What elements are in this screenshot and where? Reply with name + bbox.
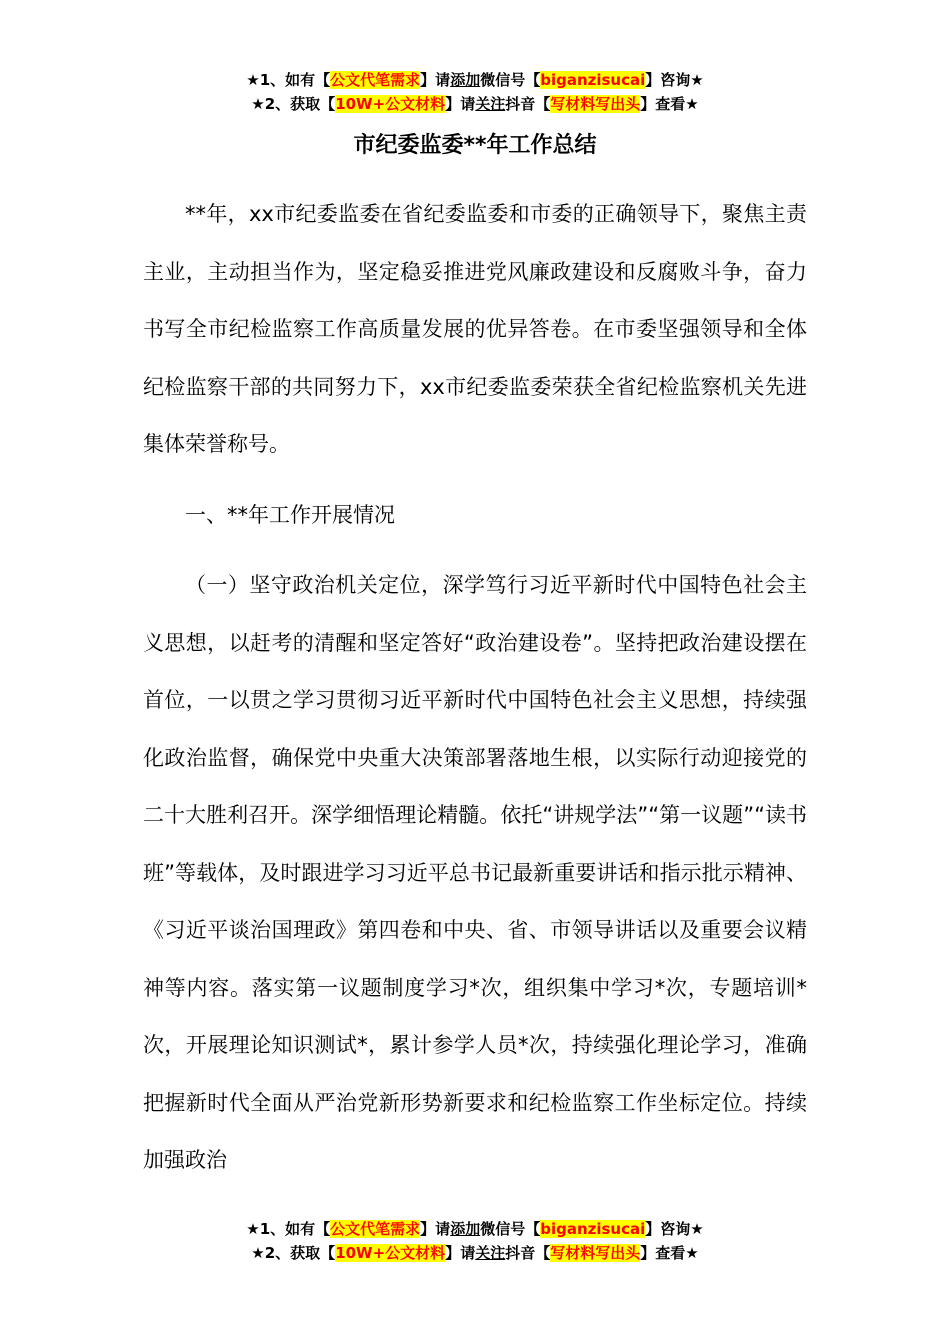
banner-text: 】请	[445, 95, 476, 113]
banner-douyin-id: 写材料写出头	[550, 1244, 641, 1262]
banner-highlight: 公文代笔需求	[330, 71, 421, 89]
banner-text: 抖音【	[505, 1244, 551, 1262]
banner-text: 】请	[445, 1244, 476, 1262]
paragraph-section-1: （一）坚守政治机关定位，深学笃行习近平新时代中国特色社会主义思想，以赶考的清醒和坚定答好“政治建设卷”。坚持把政治建设摆在首位，一以贯之学习贯彻习近平新时代中国特色社会主义思想，持续强化政治监督，确保党中央重大决策部署落地生根，以实际行动迎接党的二十大胜利召开。深学细悟理论精髓。依托“讲规学法”“第一议题”“读书班”等载体，及时跟进学习习近平总书记最新重要讲话和指示批示精神、《习近平谈治国理政》第四卷和中央、省、市领导讲话以及重要会议精神等内容。落实第一议题制度学习*次，组织集中学习*次，专题培训*次，开展理论知识测试*，累计参学人员*次，持续强化理论学习，准确把握新时代全面从严治党新形势新要求和纪检监察工作坐标定位。持续加强政治	[143, 573, 807, 1172]
banner-text: ★1、如有【	[246, 1220, 331, 1238]
section-heading: 一、**年工作开展情况	[185, 502, 395, 527]
banner-underlined: 添加	[450, 1220, 481, 1238]
document-body	[143, 186, 807, 1190]
banner-underlined: 添加	[450, 71, 481, 89]
banner-line-1	[0, 68, 950, 92]
banner-text: ★2、获取【	[251, 95, 336, 113]
header-banner	[0, 68, 950, 116]
banner-text: 】咨询★	[645, 71, 704, 89]
footer-banner	[0, 1217, 950, 1265]
banner-line-2	[0, 92, 950, 116]
banner-text: 】请	[420, 1220, 451, 1238]
banner-wechat-id: biganzisucai	[540, 1220, 646, 1238]
document-title: 市纪委监委**年工作总结	[353, 133, 597, 158]
banner-text: 微信号【	[480, 1220, 541, 1238]
banner-text: 】请	[420, 71, 451, 89]
banner-wechat-id: biganzisucai	[540, 71, 646, 89]
banner-douyin-id: 写材料写出头	[550, 95, 641, 113]
banner-line-1	[0, 1217, 950, 1241]
banner-text: 】查看★	[640, 1244, 699, 1262]
banner-text: 】咨询★	[645, 1220, 704, 1238]
banner-underlined: 关注	[475, 95, 506, 113]
banner-text: ★1、如有【	[246, 71, 331, 89]
banner-highlight: 10W+公文材料	[335, 1244, 446, 1262]
paragraph-intro: **年，xx市纪委监委在省纪委监委和市委的正确领导下，聚焦主责主业，主动担当作为，坚定稳妥推进党风廉政建设和反腐败斗争，奋力书写全市纪检监察工作高质量发展的优异答卷。在市委坚强领导和全体纪检监察干部的共同努力下，xx市纪委监委荣获全省纪检监察机关先进集体荣誉称号。	[143, 202, 807, 456]
banner-line-2	[0, 1241, 950, 1265]
banner-text: 抖音【	[505, 95, 551, 113]
banner-text: ★2、获取【	[251, 1244, 336, 1262]
banner-text: 微信号【	[480, 71, 541, 89]
banner-text: 】查看★	[640, 95, 699, 113]
banner-highlight: 10W+公文材料	[335, 95, 446, 113]
banner-highlight: 公文代笔需求	[330, 1220, 421, 1238]
banner-underlined: 关注	[475, 1244, 506, 1262]
